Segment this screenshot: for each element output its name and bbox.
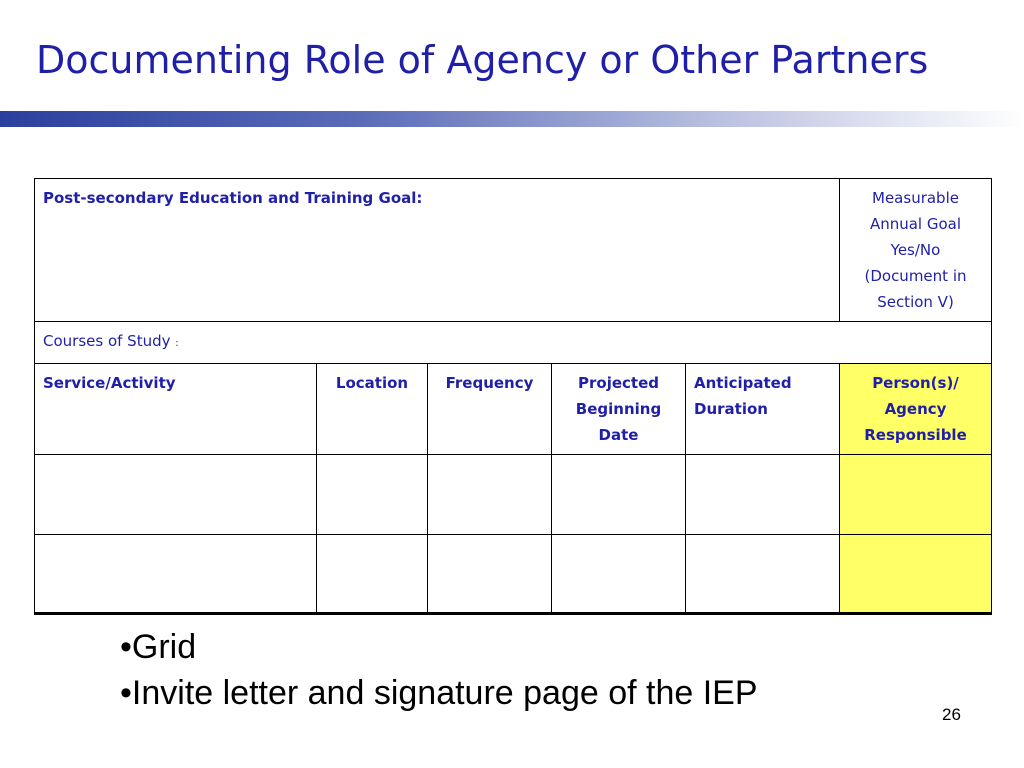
title-gradient-bar [0, 111, 1024, 127]
header-row [35, 364, 992, 455]
measurable-annual-goal-cell[interactable] [840, 179, 992, 322]
bullet-item: •Grid [120, 628, 197, 666]
duration-cell[interactable] [686, 455, 840, 535]
service-activity-cell[interactable] [35, 455, 317, 535]
table-row [35, 535, 992, 614]
header-anticipated-duration [686, 364, 840, 455]
projected-date-cell[interactable] [552, 455, 686, 535]
projected-date-cell[interactable] [552, 535, 686, 614]
header-frequency: Frequency [428, 364, 552, 455]
responsible-cell[interactable] [840, 455, 992, 535]
measurable-line: Yes/No [890, 241, 941, 259]
header-line: Agency [884, 400, 947, 418]
measurable-line: Section V) [877, 293, 954, 311]
measurable-line: (Document in [864, 267, 967, 285]
duration-cell[interactable] [686, 535, 840, 614]
header-line: Duration [694, 400, 768, 418]
courses-label: Courses of Study [43, 332, 171, 350]
header-line: Person(s)/ [872, 374, 959, 392]
location-cell[interactable] [317, 455, 428, 535]
goal-label[interactable]: Post-secondary Education and Training Goal: [35, 179, 840, 322]
header-location: Location [317, 364, 428, 455]
header-line: Projected [578, 374, 659, 392]
header-projected-beginning-date [552, 364, 686, 455]
header-line: Anticipated [694, 374, 792, 392]
courses-of-study-cell[interactable] [35, 322, 992, 364]
frequency-cell[interactable] [428, 455, 552, 535]
bullet-list [120, 624, 758, 716]
courses-colon: : [175, 338, 179, 349]
responsible-cell[interactable] [840, 535, 992, 614]
location-cell[interactable] [317, 535, 428, 614]
measurable-line: Annual Goal [869, 215, 962, 233]
page-number: 26 [942, 705, 961, 724]
goal-row [35, 179, 992, 322]
header-person-agency-responsible [840, 364, 992, 455]
bullet-item: •Invite letter and signature page of the IEP [120, 674, 758, 712]
service-activity-cell[interactable] [35, 535, 317, 614]
courses-row [35, 322, 992, 364]
slide-title: Documenting Role of Agency or Other Partners [36, 38, 929, 82]
header-line: Beginning [575, 400, 662, 418]
frequency-cell[interactable] [428, 535, 552, 614]
table-row [35, 455, 992, 535]
transition-grid-table [34, 178, 992, 615]
header-line: Date [598, 426, 639, 444]
header-service-activity: Service/Activity [35, 364, 317, 455]
header-line: Responsible [864, 426, 967, 444]
measurable-line: Measurable [872, 189, 959, 207]
